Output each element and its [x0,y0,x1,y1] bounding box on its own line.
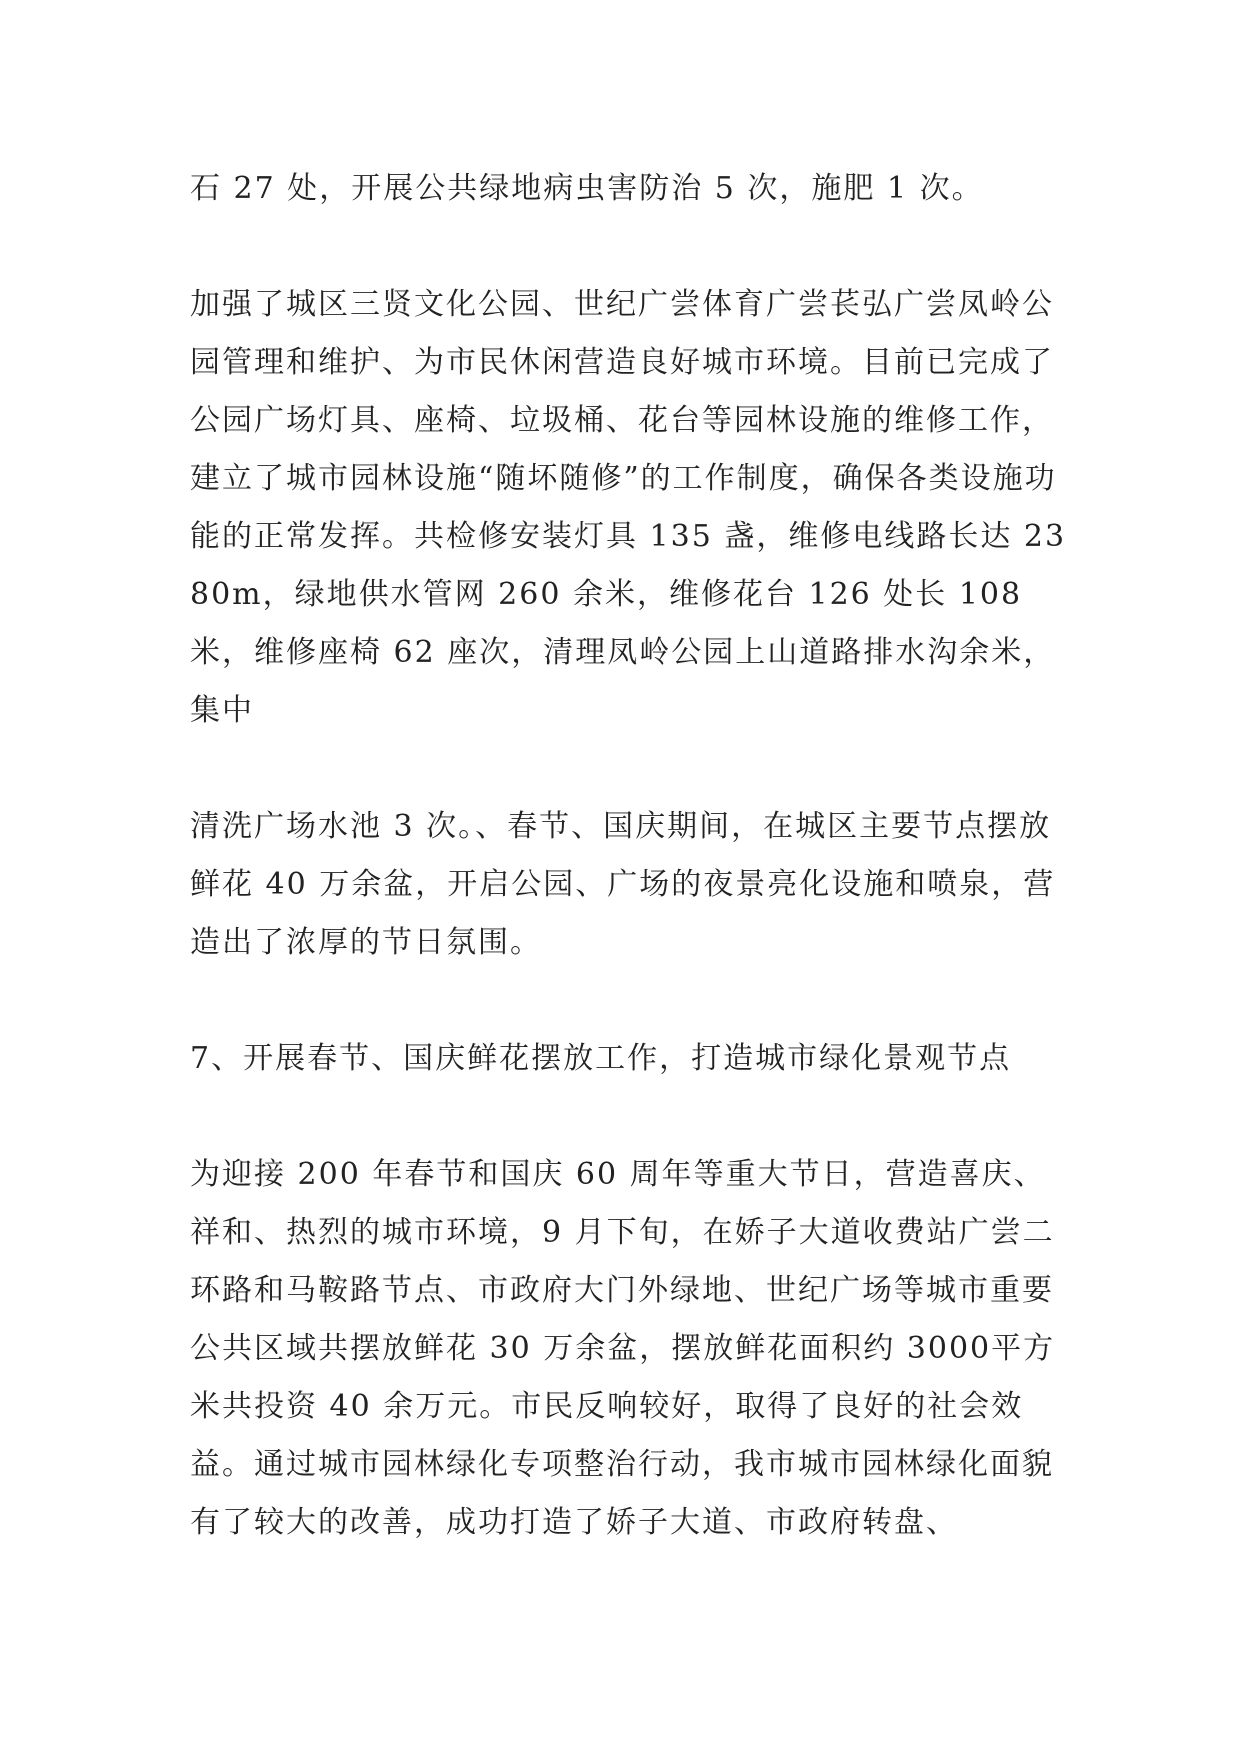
paragraph-gap [190,1088,1070,1146]
paragraph-2: 加强了城区三贤文化公园、世纪广尝体育广尝苌弘广尝凤岭公园管理和维护、为市民休闲营造良好城市环境。目前已完成了公园广场灯具、座椅、垃圾桶、花台等园林设施的维修工作，建立了城市园林设施“随坏随修”的工作制度，确保各类设施功能的正常发挥。共检修安装灯具 135 盏，维修电线路长达 2380m，绿地供水管网 260 余米，维修花台 126 处长 108 米，维修座椅 62 座次，清理凤岭公园上山道路排水沟余米，集中 [190,287,1067,728]
paragraph-gap [190,218,1070,276]
paragraph-gap [190,740,1070,798]
document-body [190,160,1070,1552]
paragraph-gap [190,972,1070,1030]
paragraph-3: 清洗广场水池 3 次。、春节、国庆期间，在城区主要节点摆放鲜花 40 万余盆，开启公园、广场的夜景亮化设施和喷泉，营造出了浓厚的节日氛围。 [190,809,1056,960]
paragraph-4: 为迎接 200 年春节和国庆 60 周年等重大节日，营造喜庆、祥和、热烈的城市环境，9 月下旬，在娇子大道收费站广尝二环路和马鞍路节点、市政府大门外绿地、世纪广场等城市重要公共区域共摆放鲜花 30 万余盆，摆放鲜花面积约 3000平方米共投资 40 余万元。市民反响较好，取得了良好的社会效益。通过城市园林绿化专项整治行动，我市城市园林绿化面貌有了较大的改善，成功打造了娇子大道、市政府转盘、 [190,1157,1056,1540]
paragraph-1: 石 27 处，开展公共绿地病虫害防治 5 次，施肥 1 次。 [190,171,984,206]
section-heading-7: 7、开展春节、国庆鲜花摆放工作，打造城市绿化景观节点 [190,1041,1012,1076]
